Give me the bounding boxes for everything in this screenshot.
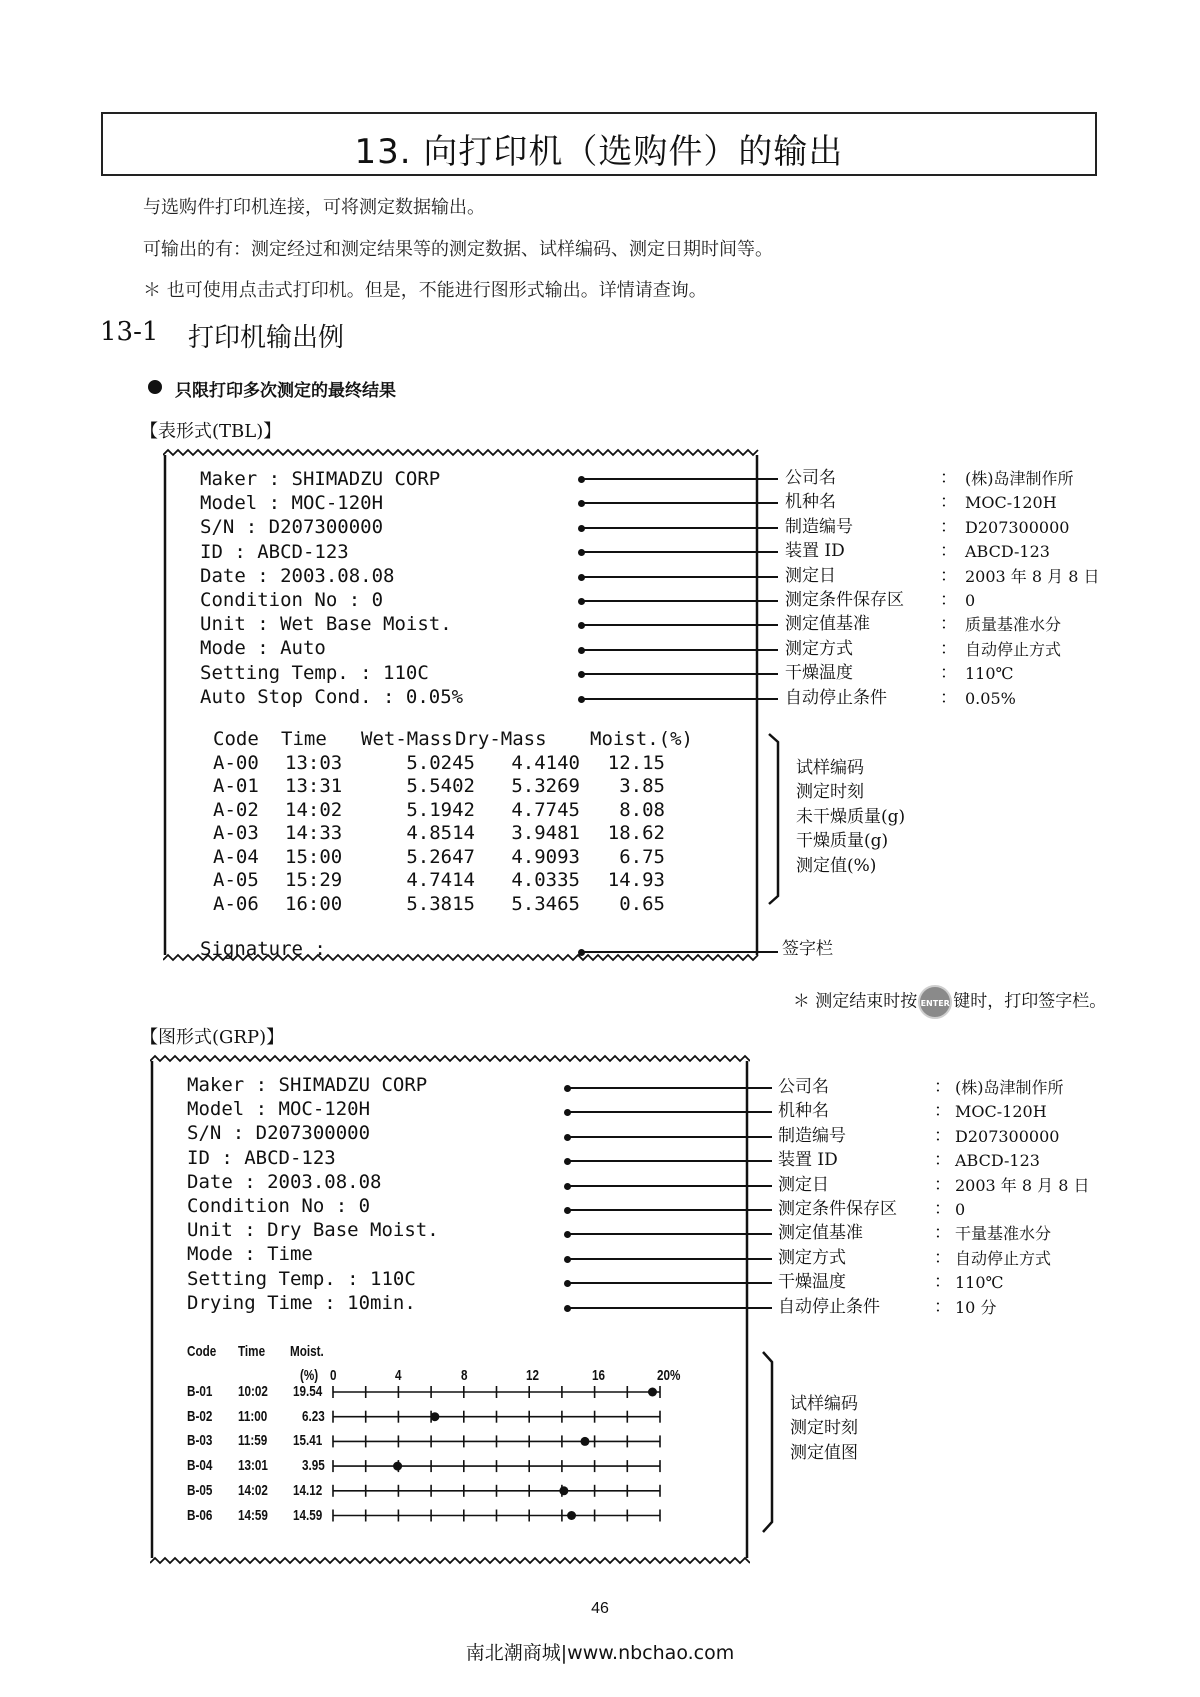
- leader-line: [567, 1087, 772, 1089]
- tbl-column-header: Code: [213, 728, 259, 750]
- annotation-label: 机种名: [785, 492, 836, 513]
- tbl-header-line: Mode : Auto: [200, 637, 326, 660]
- tbl-header-line: Unit : Wet Base Moist.: [200, 613, 452, 636]
- graph-value-marker: [580, 1437, 589, 1446]
- leader-line: [567, 1185, 772, 1187]
- tbl-cell: 5.2647: [406, 845, 475, 868]
- annotation-colon: ：: [934, 1150, 951, 1171]
- annotation-label: 测定方式: [778, 1247, 846, 1268]
- tbl-column-header: Dry-Mass: [455, 728, 547, 750]
- axis-tick-label: 4: [395, 1367, 402, 1384]
- annotation-colon: ：: [934, 1223, 951, 1244]
- leader-line: [581, 576, 778, 578]
- annotation-value: 10 分: [955, 1297, 997, 1317]
- note-prefix: ＊ 测定结束时按: [792, 991, 918, 1012]
- page-number: 46: [591, 1600, 609, 1617]
- graph-col-code: Code: [187, 1343, 217, 1360]
- leader-line: [581, 649, 778, 651]
- annotation-label: 测定日: [778, 1174, 829, 1195]
- tbl-cell: A-02: [213, 798, 259, 821]
- annotation-label: 装置 ID: [785, 541, 845, 562]
- leader-line: [581, 698, 778, 700]
- tbl-column-header: Wet-Mass: [361, 728, 453, 750]
- tbl-header-block: [200, 467, 463, 709]
- chapter-title-box: [101, 112, 1097, 176]
- annotation-label: 干燥温度: [778, 1272, 846, 1293]
- grp-header-line: Mode : Time: [187, 1243, 313, 1266]
- grp-header-line: Unit : Dry Base Moist.: [187, 1219, 439, 1242]
- annotation-colon: ：: [940, 565, 957, 586]
- annotation-colon: ：: [940, 516, 957, 537]
- annotation-value: 2003 年 8 月 8 日: [965, 566, 1100, 586]
- graph-row-code: B-04: [187, 1457, 213, 1475]
- tbl-cell: A-06: [213, 892, 259, 915]
- tbl-signature-line: Signature :: [200, 938, 326, 960]
- tbl-column-header: Time: [281, 728, 327, 750]
- annotation-value: D207300000: [965, 517, 1070, 537]
- tbl-cell: 5.3815: [406, 892, 475, 915]
- axis-tick-label: 16: [591, 1367, 605, 1384]
- annotation-label: 装置 ID: [778, 1150, 838, 1171]
- intro-note: ＊ 也可使用点击式打印机。但是，不能进行图形式输出。详情请查询。: [143, 280, 707, 301]
- tbl-header-line: ID : ABCD-123: [200, 540, 349, 563]
- leader-line: [581, 527, 778, 529]
- tbl-cell: 4.7745: [511, 798, 580, 821]
- graph-row-time: 13:01: [238, 1457, 268, 1475]
- leader-line: [567, 1258, 772, 1260]
- tbl-cell: 15:00: [285, 845, 343, 868]
- tbl-cell: 4.9093: [511, 845, 580, 868]
- tbl-cell: 18.62: [607, 822, 665, 844]
- graph-value-marker: [393, 1462, 402, 1471]
- annotation-value: 自动停止方式: [955, 1248, 1052, 1268]
- tbl-header-line: Setting Temp. : 110C: [200, 661, 429, 684]
- graph-row-value: 3.95: [302, 1457, 325, 1475]
- tbl-cell: 12.15: [607, 751, 665, 774]
- tbl-header-line: Model : MOC-120H: [200, 492, 384, 515]
- tbl-table-bracket: [766, 732, 786, 907]
- annotation-value: 110℃: [965, 664, 1014, 684]
- graph-row-value: 14.12: [293, 1481, 323, 1499]
- tbl-cell: 0.65: [619, 892, 665, 915]
- tbl-cell: 13:03: [285, 751, 343, 774]
- graph-bars: [330, 1385, 670, 1535]
- note-suffix: 键时，打印签字栏。: [953, 991, 1107, 1012]
- graph-value-marker: [559, 1486, 568, 1495]
- graph-row-code: B-02: [187, 1407, 213, 1425]
- annotation-value: 2003 年 8 月 8 日: [955, 1175, 1090, 1195]
- annotation-colon: ：: [934, 1077, 951, 1097]
- tbl-cell: 15:29: [285, 869, 343, 891]
- axis-tick-label: 12: [526, 1367, 540, 1384]
- leader-line: [581, 478, 778, 480]
- tbl-cell: 5.3465: [511, 892, 580, 915]
- tbl-cell: 3.9481: [511, 822, 580, 844]
- annotation-label: 测定值基准: [778, 1223, 863, 1244]
- bullet-icon: [148, 380, 162, 394]
- annotation-colon: ：: [940, 590, 957, 610]
- annotation-colon: ：: [940, 638, 957, 659]
- leader-line: [567, 1209, 772, 1211]
- graph-row-value: 14.59: [293, 1506, 323, 1524]
- tbl-cell: 5.1942: [406, 798, 475, 821]
- tbl-cell: 14.93: [607, 869, 665, 891]
- graph-row-time: 11:59: [238, 1432, 268, 1450]
- leader-line: [581, 502, 778, 504]
- grp-header-line: Model : MOC-120H: [187, 1098, 371, 1121]
- tbl-cell: 14:02: [285, 798, 343, 821]
- tbl-table-annotations: [796, 756, 905, 878]
- tbl-cell: 13:31: [285, 775, 343, 797]
- annotation-colon: ：: [940, 663, 957, 684]
- signature-note: [782, 961, 1106, 1019]
- enter-key-icon: ENTER: [918, 985, 952, 1019]
- tbl-header-line: Auto Stop Cond. : 0.05%: [200, 685, 464, 708]
- graph-col-time: Time: [238, 1343, 266, 1360]
- annotation-value: D207300000: [955, 1126, 1060, 1146]
- graph-annotation: 试样编码: [790, 1394, 858, 1414]
- annotation-value: MOC-120H: [965, 493, 1057, 513]
- graph-row-value: 6.23: [302, 1407, 325, 1425]
- annotation-colon: ：: [934, 1125, 951, 1146]
- bullet-heading: 只限打印多次测定的最终结果: [175, 381, 396, 401]
- annotation-label: 测定值基准: [785, 614, 870, 635]
- graph-row-code: B-01: [187, 1383, 213, 1400]
- tbl-header-line: Date : 2003.08.08: [200, 564, 395, 587]
- graph-annotation: 测定时刻: [790, 1418, 858, 1439]
- table-annotation: 试样编码: [796, 758, 864, 778]
- graph-value-marker: [430, 1412, 439, 1421]
- tbl-cell: 5.0245: [406, 751, 475, 774]
- annotation-value: (株)岛津制作所: [965, 469, 1074, 488]
- annotation-value: MOC-120H: [955, 1102, 1047, 1122]
- leader-line: [567, 1282, 772, 1284]
- leader-line: [581, 624, 778, 626]
- annotation-label: 测定方式: [785, 638, 853, 659]
- tbl-cell: 16:00: [285, 892, 343, 915]
- tbl-cell: A-05: [213, 869, 259, 891]
- annotation-label: 测定日: [785, 565, 836, 586]
- intro-line-2: 可输出的有：测定经过和测定结果等的测定数据、试样编码、测定日期时间等。: [143, 239, 773, 260]
- grp-header-line: Condition No : 0: [187, 1195, 371, 1218]
- axis-tick-label: 20%: [657, 1367, 681, 1384]
- table-annotation: 未干燥质量(g): [796, 806, 906, 827]
- annotation-value: 自动停止方式: [965, 639, 1062, 659]
- tbl-column-header: Moist.(%): [590, 728, 693, 750]
- grp-graph-annotations: [790, 1392, 858, 1465]
- annotation-label: 自动停止条件: [785, 687, 887, 708]
- annotation-value: 干量基准水分: [955, 1224, 1052, 1244]
- grp-header-line: Date : 2003.08.08: [187, 1170, 382, 1193]
- annotation-label: 干燥温度: [785, 663, 853, 684]
- tbl-cell: A-03: [213, 822, 259, 844]
- tbl-cell: 5.5402: [406, 775, 475, 797]
- annotation-colon: ：: [934, 1199, 951, 1219]
- tbl-cell: 5.3269: [511, 775, 580, 797]
- section-number: 13-1: [100, 317, 159, 347]
- tbl-cell: 4.8514: [406, 822, 475, 844]
- annotation-value: 质量基准水分: [965, 615, 1062, 635]
- leader-line: [567, 1307, 772, 1309]
- annotation-colon: ：: [934, 1247, 951, 1268]
- grp-header-line: Maker : SHIMADZU CORP: [187, 1074, 428, 1096]
- annotation-value: ABCD-123: [965, 542, 1050, 562]
- graph-annotation: 测定值图: [790, 1442, 858, 1463]
- table-annotation: 干燥质量(g): [796, 831, 889, 852]
- leader-line: [581, 600, 778, 602]
- leader-line: [567, 1233, 772, 1235]
- tbl-header-line: S/N : D207300000: [200, 516, 384, 539]
- annotation-value: (株)岛津制作所: [955, 1078, 1064, 1097]
- annotation-colon: ：: [940, 468, 957, 488]
- grp-header-line: ID : ABCD-123: [187, 1146, 336, 1169]
- axis-tick-label: 8: [460, 1367, 468, 1384]
- graph-row-code: B-05: [187, 1481, 213, 1499]
- graph-row-time: 10:02: [238, 1383, 268, 1400]
- grp-format-label: 【图形式(GRP)】: [140, 1027, 285, 1048]
- tbl-cell: 14:33: [285, 822, 343, 844]
- section-title: 打印机输出例: [188, 323, 345, 353]
- tbl-header-line: Condition No : 0: [200, 589, 384, 612]
- footer-site-link[interactable]: 南北潮商城|www.nbchao.com: [465, 1642, 735, 1664]
- annotation-colon: ：: [934, 1296, 951, 1317]
- axis-tick-label: 0: [330, 1367, 337, 1384]
- annotation-label: 制造编号: [778, 1125, 846, 1146]
- grp-header-line: Setting Temp. : 110C: [187, 1267, 416, 1290]
- annotation-label: 机种名: [778, 1101, 829, 1122]
- graph-value-marker: [648, 1388, 657, 1397]
- graph-row-code: B-06: [187, 1506, 213, 1524]
- graph-row-value: 15.41: [293, 1432, 323, 1450]
- annotation-label: 测定条件保存区: [778, 1199, 897, 1219]
- annotation-colon: ：: [934, 1101, 951, 1122]
- annotation-value: 110℃: [955, 1273, 1004, 1293]
- annotation-colon: ：: [934, 1272, 951, 1293]
- graph-row-time: 11:00: [238, 1407, 268, 1425]
- tbl-cell: A-00: [213, 751, 259, 774]
- tbl-cell: 4.7414: [406, 869, 475, 891]
- annotation-label: 制造编号: [785, 516, 853, 537]
- table-annotation: 测定值(%): [796, 855, 877, 876]
- signature-annotation: 签字栏: [782, 939, 833, 959]
- annotation-colon: ：: [940, 687, 957, 708]
- annotation-colon: ：: [940, 614, 957, 635]
- graph-value-marker: [567, 1511, 576, 1520]
- annotation-colon: ：: [940, 492, 957, 513]
- grp-header-block: [187, 1073, 439, 1315]
- leader-line: [567, 1160, 772, 1162]
- graph-row-time: 14:02: [238, 1481, 268, 1499]
- grp-header-line: Drying Time : 10min.: [187, 1291, 416, 1314]
- annotation-colon: ：: [934, 1174, 951, 1195]
- annotation-label: 公司名: [778, 1077, 829, 1097]
- table-annotation: 测定时刻: [796, 782, 864, 803]
- graph-col-moist: Moist.: [290, 1343, 324, 1360]
- graph-row-value: 19.54: [293, 1383, 323, 1400]
- annotation-value: 0: [955, 1200, 966, 1219]
- tbl-cell: A-04: [213, 845, 259, 868]
- annotation-value: 0: [965, 591, 976, 610]
- intro-line-1: 与选购件打印机连接，可将测定数据输出。: [143, 197, 485, 218]
- leader-line: [567, 1111, 772, 1113]
- graph-row-time: 14:59: [238, 1506, 268, 1524]
- tbl-cell: 4.4140: [511, 751, 580, 774]
- annotation-label: 测定条件保存区: [785, 590, 904, 610]
- tbl-cell: 4.0335: [511, 869, 580, 891]
- leader-line: [581, 673, 778, 675]
- leader-line: [567, 1136, 772, 1138]
- annotation-label: 自动停止条件: [778, 1296, 880, 1317]
- chapter-title: 13. 向打印机（选购件）的输出: [354, 132, 844, 172]
- annotation-value: 0.05%: [965, 688, 1016, 708]
- graph-col-unit: (%): [300, 1367, 319, 1384]
- tbl-cell: 3.85: [619, 775, 665, 797]
- tbl-format-label: 【表形式(TBL)】: [140, 421, 282, 442]
- annotation-colon: ：: [940, 541, 957, 562]
- grp-graph-bracket: [760, 1350, 780, 1535]
- tbl-cell: 8.08: [619, 798, 665, 821]
- tbl-header-line: Maker : SHIMADZU CORP: [200, 468, 441, 490]
- tbl-cell: A-01: [213, 775, 259, 797]
- annotation-value: ABCD-123: [955, 1151, 1040, 1171]
- graph-row-code: B-03: [187, 1432, 213, 1450]
- tbl-cell: 6.75: [619, 845, 665, 868]
- grp-header-line: S/N : D207300000: [187, 1122, 371, 1145]
- leader-line: [581, 551, 778, 553]
- annotation-label: 公司名: [785, 468, 836, 488]
